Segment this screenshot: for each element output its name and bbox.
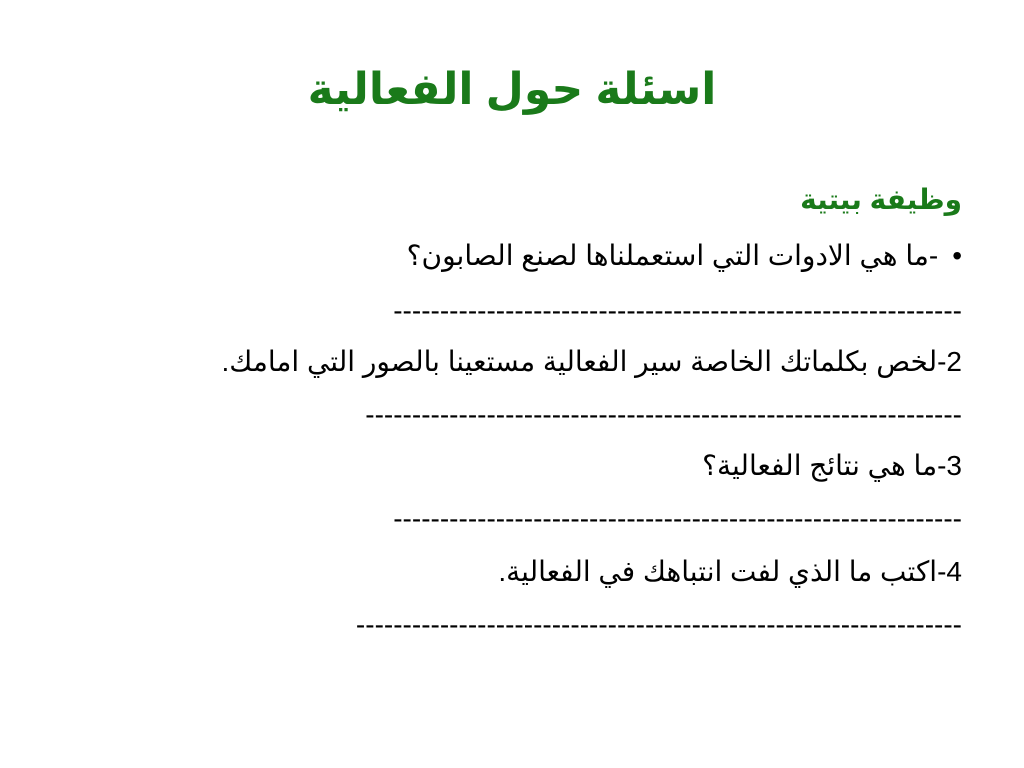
question-3: 3-ما هي نتائج الفعالية؟	[702, 450, 962, 481]
answer-line-1: -------------------------------------------------------------	[393, 295, 962, 326]
answer-line-3: -------------------------------------------------------------	[393, 503, 962, 534]
question-4: 4-اكتب ما الذي لفت انتباهك في الفعالية.	[498, 556, 962, 587]
bullet-icon: •	[952, 240, 962, 271]
question-1	[407, 236, 962, 276]
answer-line-2: ----------------------------------------------------------------	[365, 399, 962, 430]
homework-subtitle: وظيفة بيتية	[800, 184, 962, 215]
answer-line-4: -----------------------------------------------------------------	[355, 609, 962, 640]
question-2: 2-لخص بكلماتك الخاصة سير الفعالية مستعينا بالصور التي امامك.	[221, 346, 962, 377]
question-1-text: -ما هي الادوات التي استعملناها لصنع الصابون؟	[406, 240, 939, 271]
slide-title: اسئلة حول الفعالية	[307, 65, 717, 114]
